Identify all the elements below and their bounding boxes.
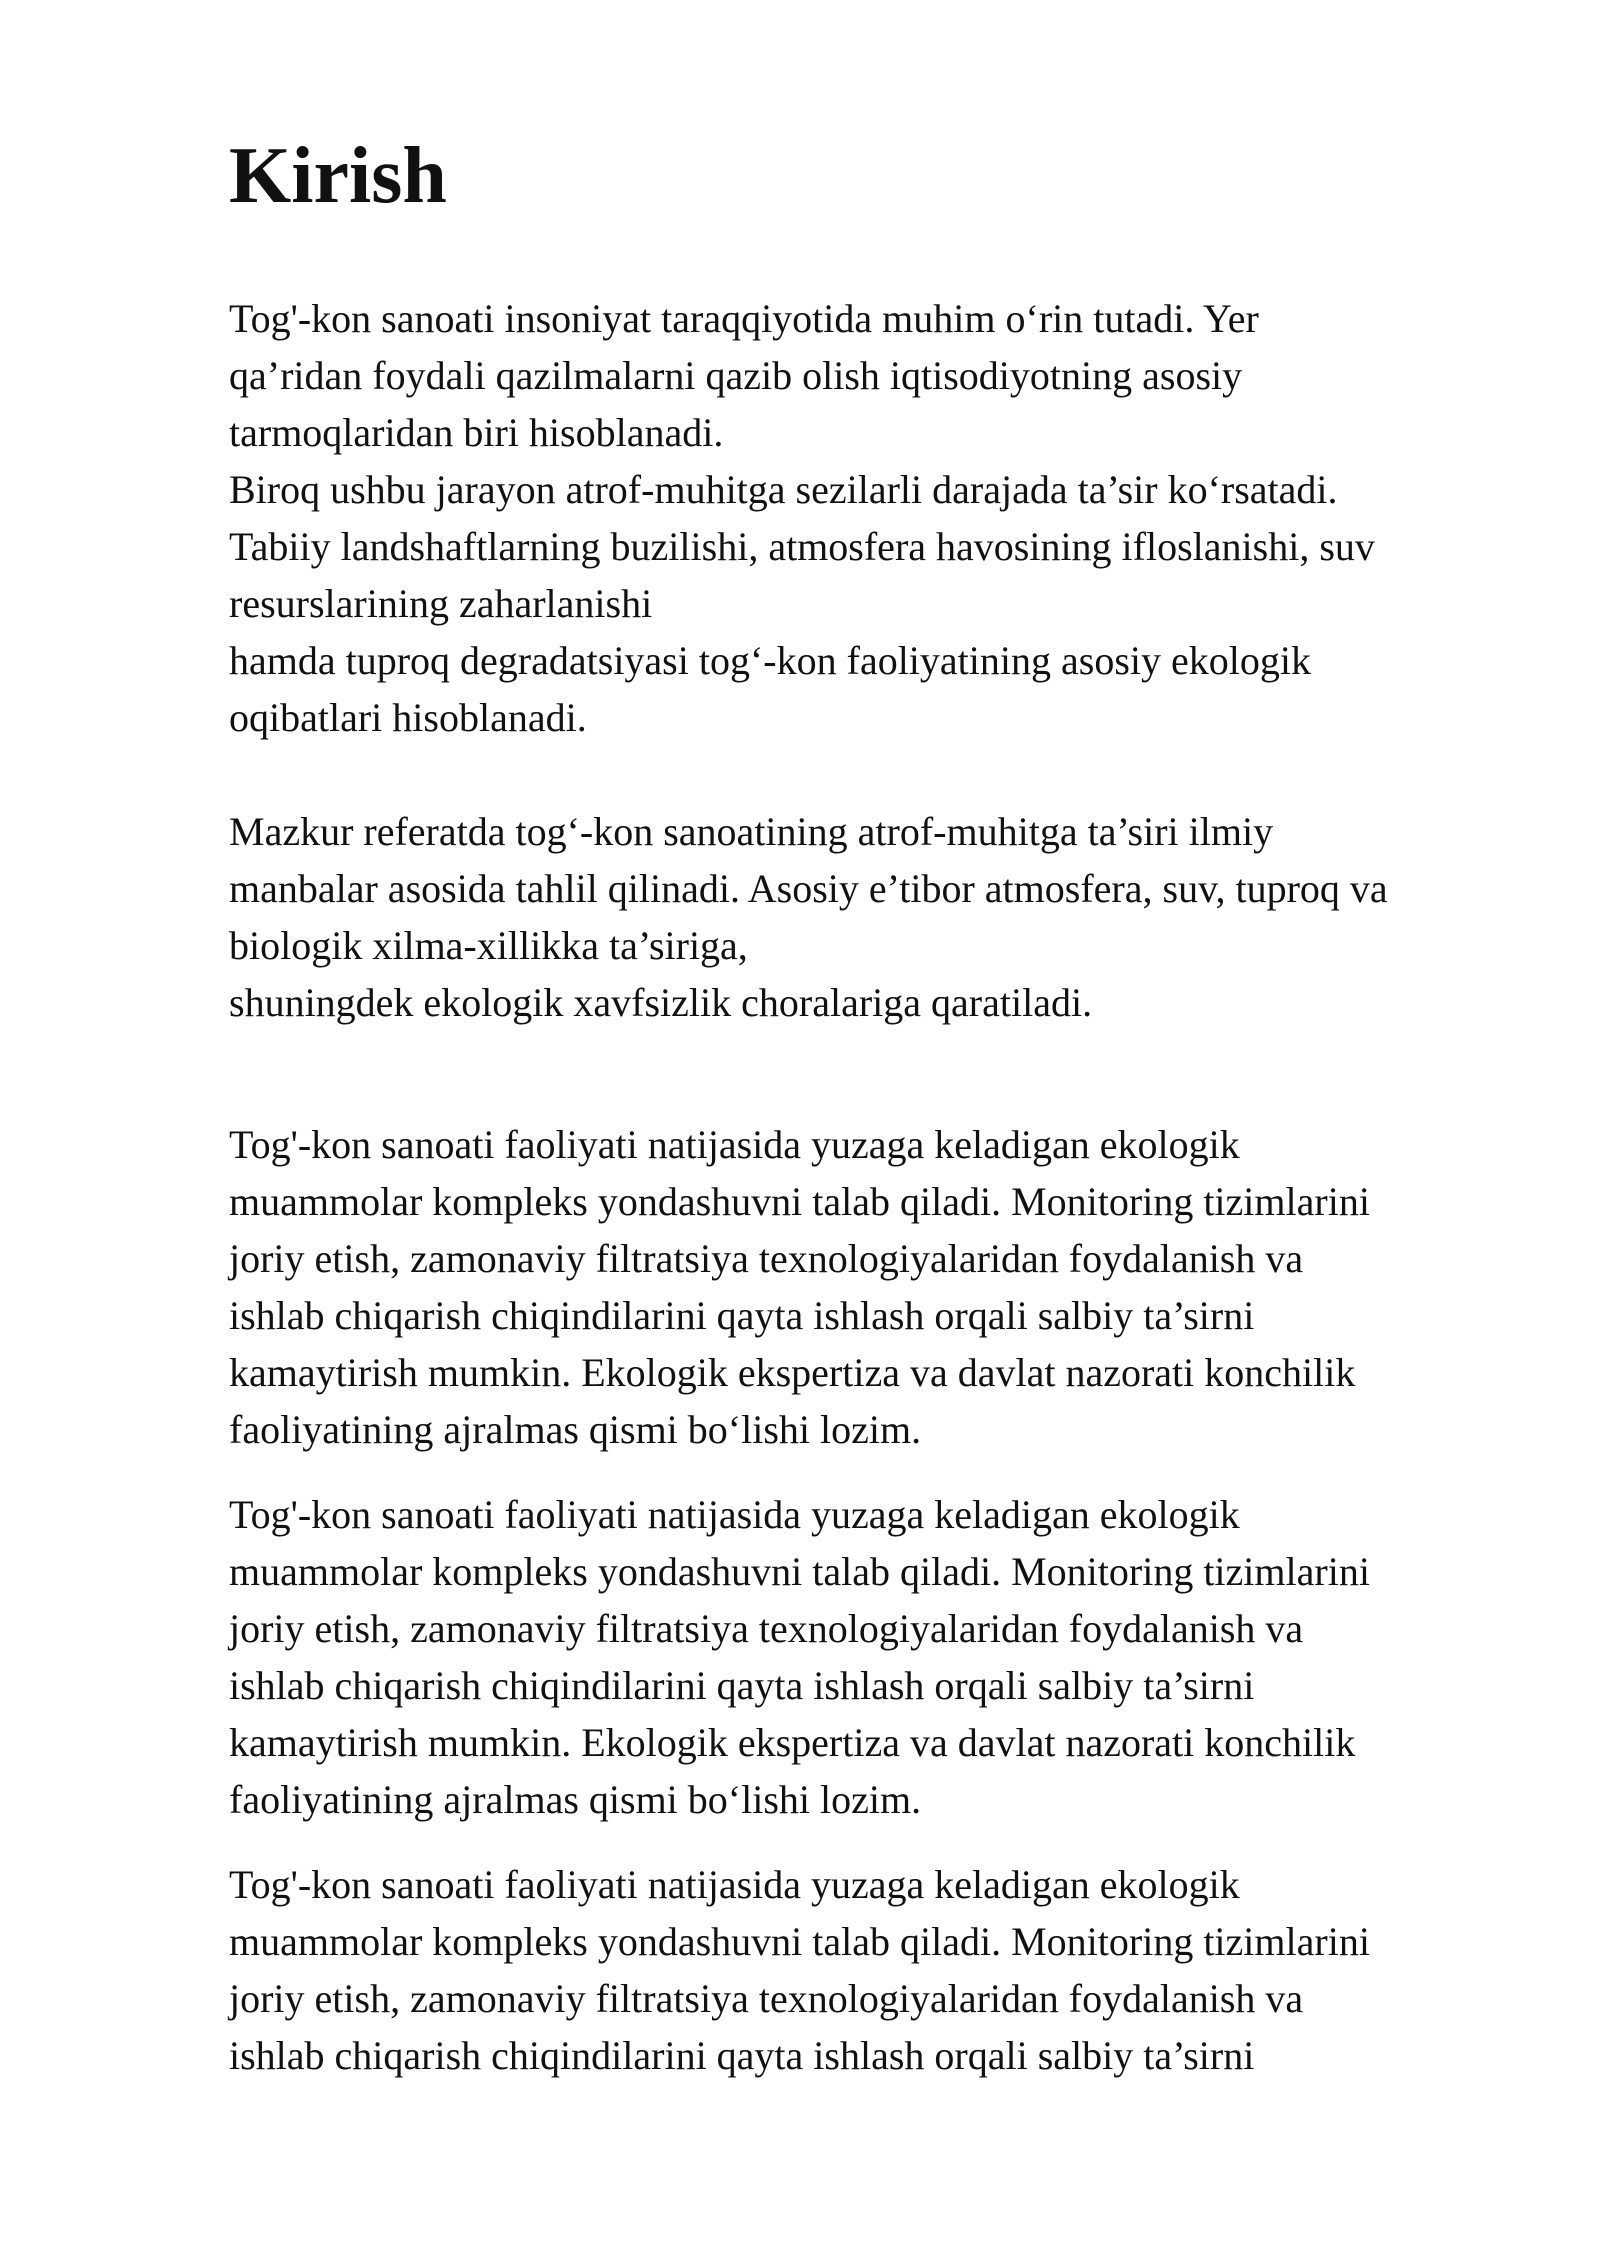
text-line: joriy etish, zamonaviy filtratsiya texnologiyalaridan foydalanish va [229, 1236, 1304, 1281]
spacer [229, 1031, 1519, 1116]
text-line: manbalar asosida tahlil qilinadi. Asosiy e’tibor atmosfera, suv, tuproq va [229, 866, 1388, 911]
text-line: kamaytirish mumkin. Ekologik ekspertiza va davlat nazorati konchilik [229, 1720, 1356, 1765]
text-line: resurslarining zaharlanishi [229, 581, 653, 626]
text-line: faoliyatining ajralmas qismi bo‘lishi lozim. [229, 1777, 922, 1822]
text-line: muammolar kompleks yondashuvni talab qiladi. Monitoring tizimlarini [229, 1179, 1370, 1224]
spacer [229, 1828, 1519, 1856]
text-line: Tabiiy landshaftlarning buzilishi, atmosfera havosining ifloslanishi, suv [229, 524, 1375, 569]
text-line: muammolar kompleks yondashuvni talab qiladi. Monitoring tizimlarini [229, 1919, 1370, 1964]
body-paragraph-1 [229, 1116, 1519, 1458]
text-line: Tog'-kon sanoati faoliyati natijasida yuzaga keladigan ekologik [229, 1122, 1240, 1167]
text-line: biologik xilma-xillikka ta’siriga, [229, 923, 748, 968]
purpose-paragraph [229, 803, 1519, 1031]
text-line: muammolar kompleks yondashuvni talab qiladi. Monitoring tizimlarini [229, 1549, 1370, 1594]
text-line: hamda tuproq degradatsiyasi tog‘-kon faoliyatining asosiy ekologik [229, 638, 1311, 683]
text-line: oqibatlari hisoblanadi. [229, 695, 587, 740]
text-line: Biroq ushbu jarayon atrof-muhitga sezilarli darajada ta’sir ko‘rsatadi. [229, 467, 1338, 512]
text-line: Mazkur referatda tog‘-kon sanoatining atrof-muhitga ta’siri ilmiy [229, 809, 1274, 854]
text-line: tarmoqlaridan biri hisoblanadi. [229, 410, 724, 455]
text-line: ishlab chiqarish chiqindilarini qayta ishlash orqali salbiy ta’sirni [229, 1663, 1255, 1708]
text-line: qa’ridan foydali qazilmalarni qazib olish iqtisodiyotning asosiy [229, 353, 1243, 398]
text-line: Tog'-kon sanoati insoniyat taraqqiyotida muhim o‘rin tutadi. Yer [229, 296, 1259, 341]
intro-paragraph [229, 290, 1519, 746]
body-paragraph-3 [229, 1856, 1519, 2084]
spacer [229, 746, 1519, 803]
spacer [229, 1458, 1519, 1486]
document-body [229, 132, 1519, 2084]
text-line: shuningdek ekologik xavfsizlik choralariga qaratiladi. [229, 980, 1093, 1025]
text-line: joriy etish, zamonaviy filtratsiya texnologiyalaridan foydalanish va [229, 1976, 1304, 2021]
text-line: Tog'-kon sanoati faoliyati natijasida yuzaga keladigan ekologik [229, 1862, 1240, 1907]
text-line: ishlab chiqarish chiqindilarini qayta ishlash orqali salbiy ta’sirni [229, 1293, 1255, 1338]
text-line: kamaytirish mumkin. Ekologik ekspertiza va davlat nazorati konchilik [229, 1350, 1356, 1395]
text-line: joriy etish, zamonaviy filtratsiya texnologiyalaridan foydalanish va [229, 1606, 1304, 1651]
text-line: faoliyatining ajralmas qismi bo‘lishi lozim. [229, 1407, 922, 1452]
section-heading: Kirish [229, 132, 447, 220]
text-line: Tog'-kon sanoati faoliyati natijasida yuzaga keladigan ekologik [229, 1492, 1240, 1537]
text-line: ishlab chiqarish chiqindilarini qayta ishlash orqali salbiy ta’sirni [229, 2033, 1255, 2078]
body-paragraph-2 [229, 1486, 1519, 1828]
